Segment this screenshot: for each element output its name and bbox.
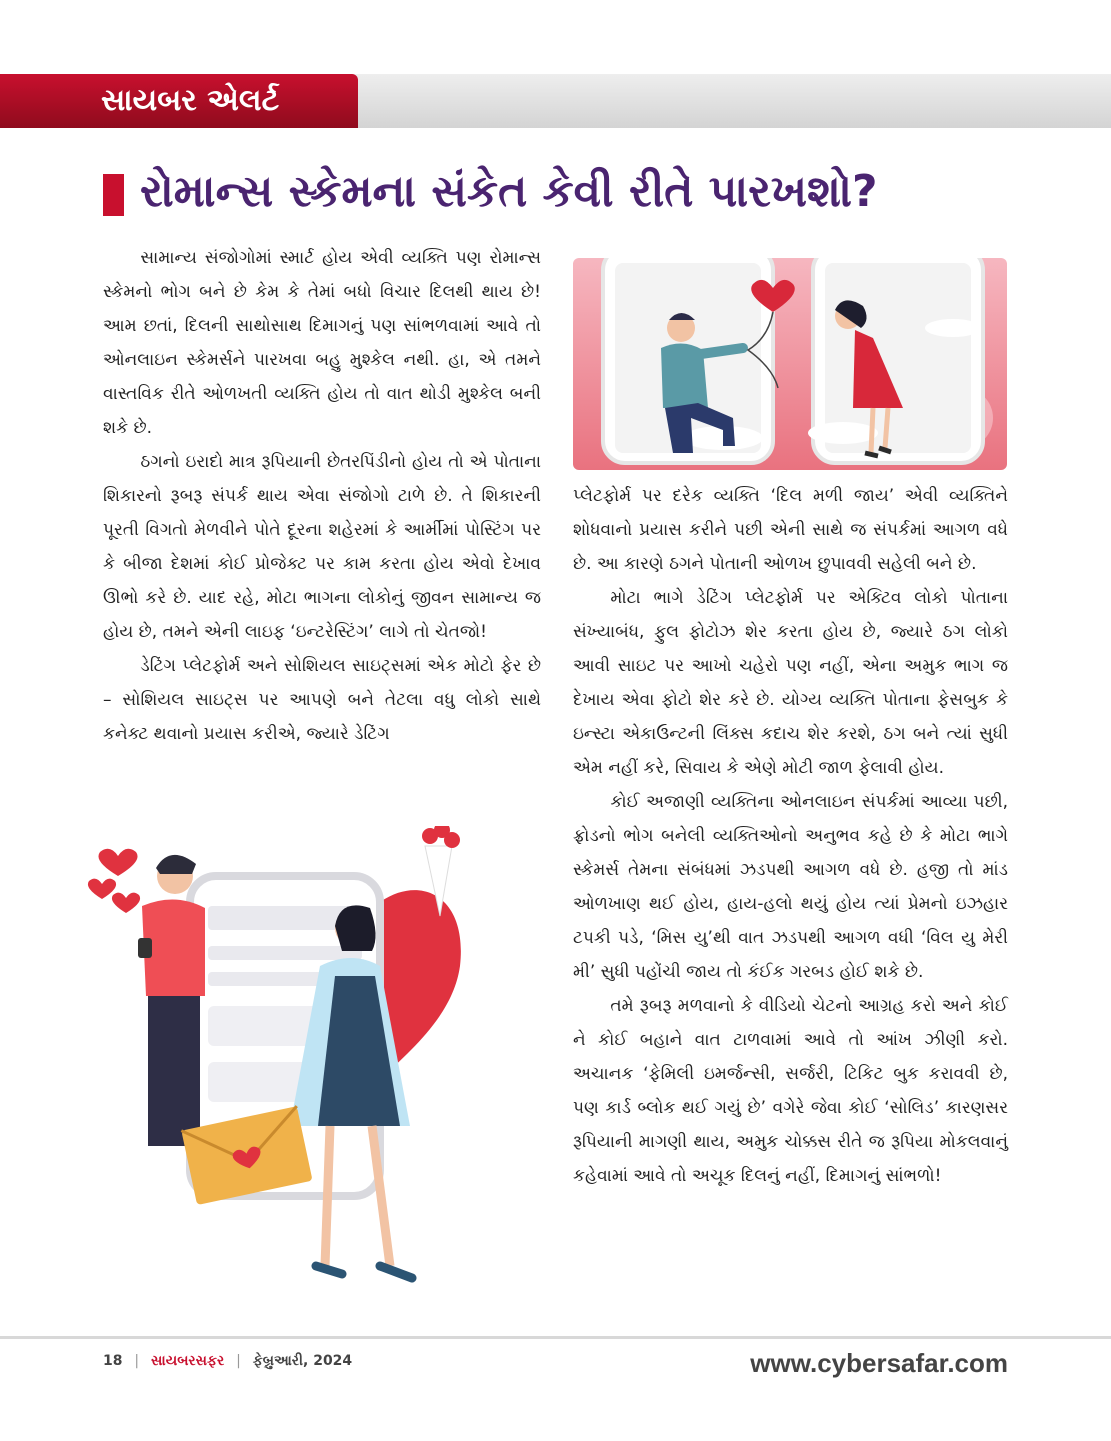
romance-phones-image — [573, 258, 1007, 470]
flower-icon — [444, 832, 460, 848]
paragraph: ઠગનો ઇરાદો માત્ર રૂપિયાની છેતરપિંડીનો હોય તો એ પોતાના શિકારનો રૂબરૂ સંપર્ક થાય એવા સંજોગો ટાળે છે. તે શિકારની પૂરતી વિગતો મેળવીને પોતે દૂરના શહેરમાં કે આર્મીમાં પોસ્ટિંગ પર કે બીજા દેશમાં કોઈ પ્રોજેક્ટ પર કામ કરતા હોય એવો દેખાવ ઊભો કરે છે. યાદ રહે, મોટા ભાગના લોકોનું જીવન સામાન્ય જ હોય છે, તમને એની લાઇફ ‘ઇન્ટરેસ્ટિંગ’ લાગે તો ચેતજો! — [103, 452, 541, 642]
heart-icon — [88, 879, 116, 899]
paragraph-continuation: પ્લેટફોર્મ પર દરેક વ્યક્તિ ‘દિલ મળી જાય’ એવી વ્યક્તિને શોધવાનો પ્રયાસ કરીને પછી એની સાથે જ સંપર્કમાં આગળ વધે છે. આ કારણે ઠગને પોતાની ઓળખ છુપાવવી સહેલી બને છે. — [573, 486, 1008, 574]
footer-divider — [0, 1336, 1111, 1339]
title-accent-bar — [103, 174, 124, 216]
issue-date: ફેબ્રુઆરી, 2024 — [252, 1353, 353, 1369]
section-label: સાયબર એલર્ટ — [101, 83, 280, 118]
couple-illustration — [80, 826, 520, 1298]
paragraph: ડેટિંગ પ્લેટફોર્મ અને સોશિયલ સાઇટ્સમાં એક મોટો ફેર છે – સોશિયલ સાઇટ્સ પર આપણે બને તેટલા વધુ લોકો સાથે કનેક્ટ થવાનો પ્રયાસ કરીએ, જ્યારે ડેટિંગ — [103, 656, 541, 744]
paragraph: મોટા ભાગે ડેટિંગ પ્લેટફોર્મ પર એક્ટિવ લોકો પોતાના સંખ્યાબંધ, ફુલ ફોટોઝ શેર કરતા હોય છે, જ્યારે ઠગ લોકો આવી સાઇટ પર આખો ચહેરો પણ નહીં, એના અમુક ભાગ જ દેખાય એવા ફોટો શેર કરે છે. યોગ્ય વ્યક્તિ પોતાના ફેસબુક કે ઇન્સ્ટા એકાઉન્ટની લિંક્સ કદાચ શેર કરશે, ઠગ બને ત્યાં સુધી એમ નહીં કરે, સિવાય કે એણે મોટી જાળ ફેલાવી હોય. — [573, 588, 1008, 778]
footer-separator: | — [236, 1353, 241, 1369]
footer-separator: | — [134, 1353, 140, 1369]
right-column — [573, 479, 1008, 1193]
paragraph: સામાન્ય સંજોગોમાં સ્માર્ટ હોય એવી વ્યક્તિ પણ રોમાન્સ સ્કેમનો ભોગ બને છે કેમ કે તેમાં બધો વિચાર દિલથી થાય છે! આમ છતાં, દિલની સાથોસાથ દિમાગનું પણ સાંભળવામાં આવે તો ઓનલાઇન સ્કેમર્સને પારખવા બહુ મુશ્કેલ નથી. હા, એ તમને વાસ્તવિક રીતે ઓળખતી વ્યક્તિ હોય તો વાત થોડી મુશ્કેલ બની શકે છે. — [103, 248, 541, 438]
footer-info — [103, 1353, 352, 1369]
paragraph: તમે રૂબરૂ મળવાનો કે વીડિયો ચેટનો આગ્રહ કરો અને કોઈ ને કોઈ બહાને વાત ટાળવામાં આવે તો આંખ ઝીણી કરો. અચાનક ‘ફેમિલી ઇમર્જન્સી, સર્જરી, ટિકિટ બુક કરાવવી છે, પણ કાર્ડ બ્લોક થઈ ગયું છે’ વગેરે જેવા કોઈ ‘સોલિડ’ કારણસર રૂપિયાની માગણી થાય, અમુક ચોક્કસ રીતે જ રૂપિયા મોકલવાનું કહેવામાં આવે તો અચૂક દિલનું નહીં, દિમાગનું સાંભળો! — [573, 996, 1008, 1186]
paragraph: કોઈ અજાણી વ્યક્તિના ઓનલાઇન સંપર્કમાં આવ્યા પછી, ફ્રોડનો ભોગ બનેલી વ્યક્તિઓનો અનુભવ કહે છે કે મોટા ભાગે સ્કેમર્સ તેમના સંબંધમાં ઝડપથી આગળ વધે છે. હજી તો માંડ ઓળખાણ થઈ હોય, હાય-હલો થયું હોય ત્યાં પ્રેમનો ઇઝહાર ટપકી પડે, ‘મિસ યુ’થી વાત ઝડપથી આગળ વધી ‘વિલ યુ મેરી મી’ સુધી પહોંચી જાય તો કંઈક ગરબડ હોઈ શકે છે. — [573, 792, 1008, 982]
phone-icon — [138, 938, 152, 958]
heart-icon — [98, 849, 137, 876]
left-column — [103, 241, 541, 751]
page-number: 18 — [103, 1353, 123, 1369]
magazine-name: સાયબરસફર — [150, 1353, 225, 1369]
website-url[interactable]: www.cybersafar.com — [750, 1348, 1008, 1378]
heart-icon — [112, 893, 140, 913]
article-title: રોમાન્સ સ્કેમના સંકેત કેવી રીતે પારખશો? — [140, 166, 878, 217]
